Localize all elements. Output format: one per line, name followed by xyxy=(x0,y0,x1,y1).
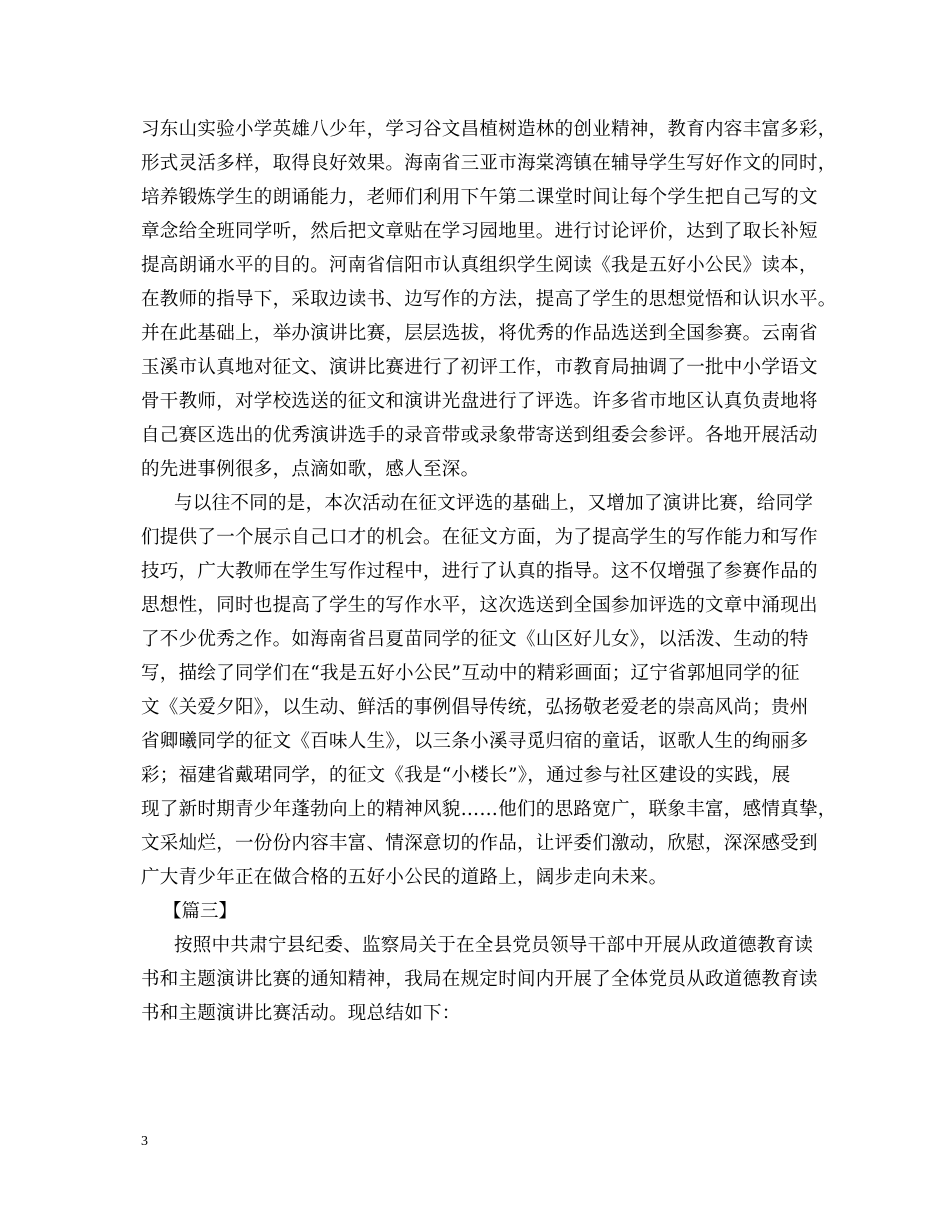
page-number: 3 xyxy=(141,1134,148,1149)
paragraph-1-line: 玉溪市认真地对征文、演讲比赛进行了初评工作，市教育局抽调了一批中小学语文 xyxy=(141,357,818,378)
paragraph-3-line: 按照中共肃宁县纪委、监察局关于在全县党员领导干部中开展从政道德教育读 xyxy=(174,935,814,956)
paragraph-1-line: 骨干教师，对学校选送的征文和演讲光盘进行了评选。许多省市地区认真负责地将 xyxy=(141,391,818,412)
paragraph-1-line: 形式灵活多样，取得良好效果。海南省三亚市海棠湾镇在辅导学生写好作文的同时， xyxy=(141,153,837,174)
document-body xyxy=(141,113,841,1031)
paragraph-1-line: 习东山实验小学英雄八少年，学习谷文昌植树造林的创业精神，教育内容丰富多彩， xyxy=(141,119,837,140)
paragraph-3-line: 书和主题演讲比赛活动。现总结如下： xyxy=(141,1003,461,1024)
paragraph-2-line: 与以往不同的是，本次活动在征文评选的基础上，又增加了演讲比赛，给同学 xyxy=(174,493,814,514)
paragraph-1-line: 自己赛区选出的优秀演讲选手的录音带或录象带寄送到组委会参评。各地开展活动 xyxy=(141,425,818,446)
paragraph-1-line: 培养锻炼学生的朗诵能力，老师们利用下午第二课堂时间让每个学生把自己写的文 xyxy=(141,187,818,208)
paragraph-2-line: 技巧，广大教师在学生写作过程中，进行了认真的指导。这不仅增强了参赛作品的 xyxy=(141,561,818,582)
paragraph-2-line: 写，描绘了同学们在“我是五好小公民”互动中的精彩画面；辽宁省郭旭同学的征 xyxy=(141,663,800,684)
paragraph-2-line: 现了新时期青少年蓬勃向上的精神风貌……他们的思路宽广，联象丰富，感情真挚， xyxy=(141,799,837,820)
paragraph-2-line: 思想性，同时也提高了学生的写作水平，这次选送到全国参加评选的文章中涌现出 xyxy=(141,595,818,616)
paragraph-1-line: 在教师的指导下，采取边读书、边写作的方法，提高了学生的思想觉悟和认识水平。 xyxy=(141,289,837,310)
paragraph-3-line: 书和主题演讲比赛的通知精神，我局在规定时间内开展了全体党员从政道德教育读 xyxy=(141,969,818,990)
paragraph-2-line: 了不少优秀之作。如海南省吕夏苗同学的征文《山区好儿女》，以活泼、生动的特 xyxy=(141,629,809,650)
paragraph-2-line: 广大青少年正在做合格的五好小公民的道路上，阔步走向未来。 xyxy=(141,867,668,888)
paragraph-3 xyxy=(141,929,841,1031)
paragraph-2-line: 们提供了一个展示自己口才的机会。在征文方面，为了提高学生的写作能力和写作 xyxy=(141,527,818,548)
paragraph-1-line: 并在此基础上，举办演讲比赛，层层选拔，将优秀的作品选送到全国参赛。云南省 xyxy=(141,323,818,344)
paragraph-2-line: 文采灿烂，一份份内容丰富、情深意切的作品，让评委们激动，欣慰，深深感受到 xyxy=(141,833,818,854)
paragraph-2-line: 彩；福建省戴珺同学，的征文《我是“小楼长”》，通过参与社区建设的实践，展 xyxy=(141,765,791,786)
paragraph-2-line: 文《关爱夕阳》，以生动、鲜活的事例倡导传统，弘扬敬老爱老的崇高风尚；贵州 xyxy=(141,697,809,718)
section-heading: 【篇三】 xyxy=(163,901,238,922)
paragraph-1-line: 的先进事例很多，点滴如歌，感人至深。 xyxy=(141,459,480,480)
paragraph-2-line: 省卿曦同学的征文《百味人生》，以三条小溪寻觅归宿的童话，讴歌人生的绚丽多 xyxy=(141,731,809,752)
paragraph-1 xyxy=(141,113,841,487)
paragraph-1-line: 提高朗诵水平的目的。河南省信阳市认真组织学生阅读《我是五好小公民》读本， xyxy=(141,255,818,276)
paragraph-2 xyxy=(141,487,841,895)
paragraph-1-line: 章念给全班同学听，然后把文章贴在学习园地里。进行讨论评价，达到了取长补短 xyxy=(141,221,818,242)
